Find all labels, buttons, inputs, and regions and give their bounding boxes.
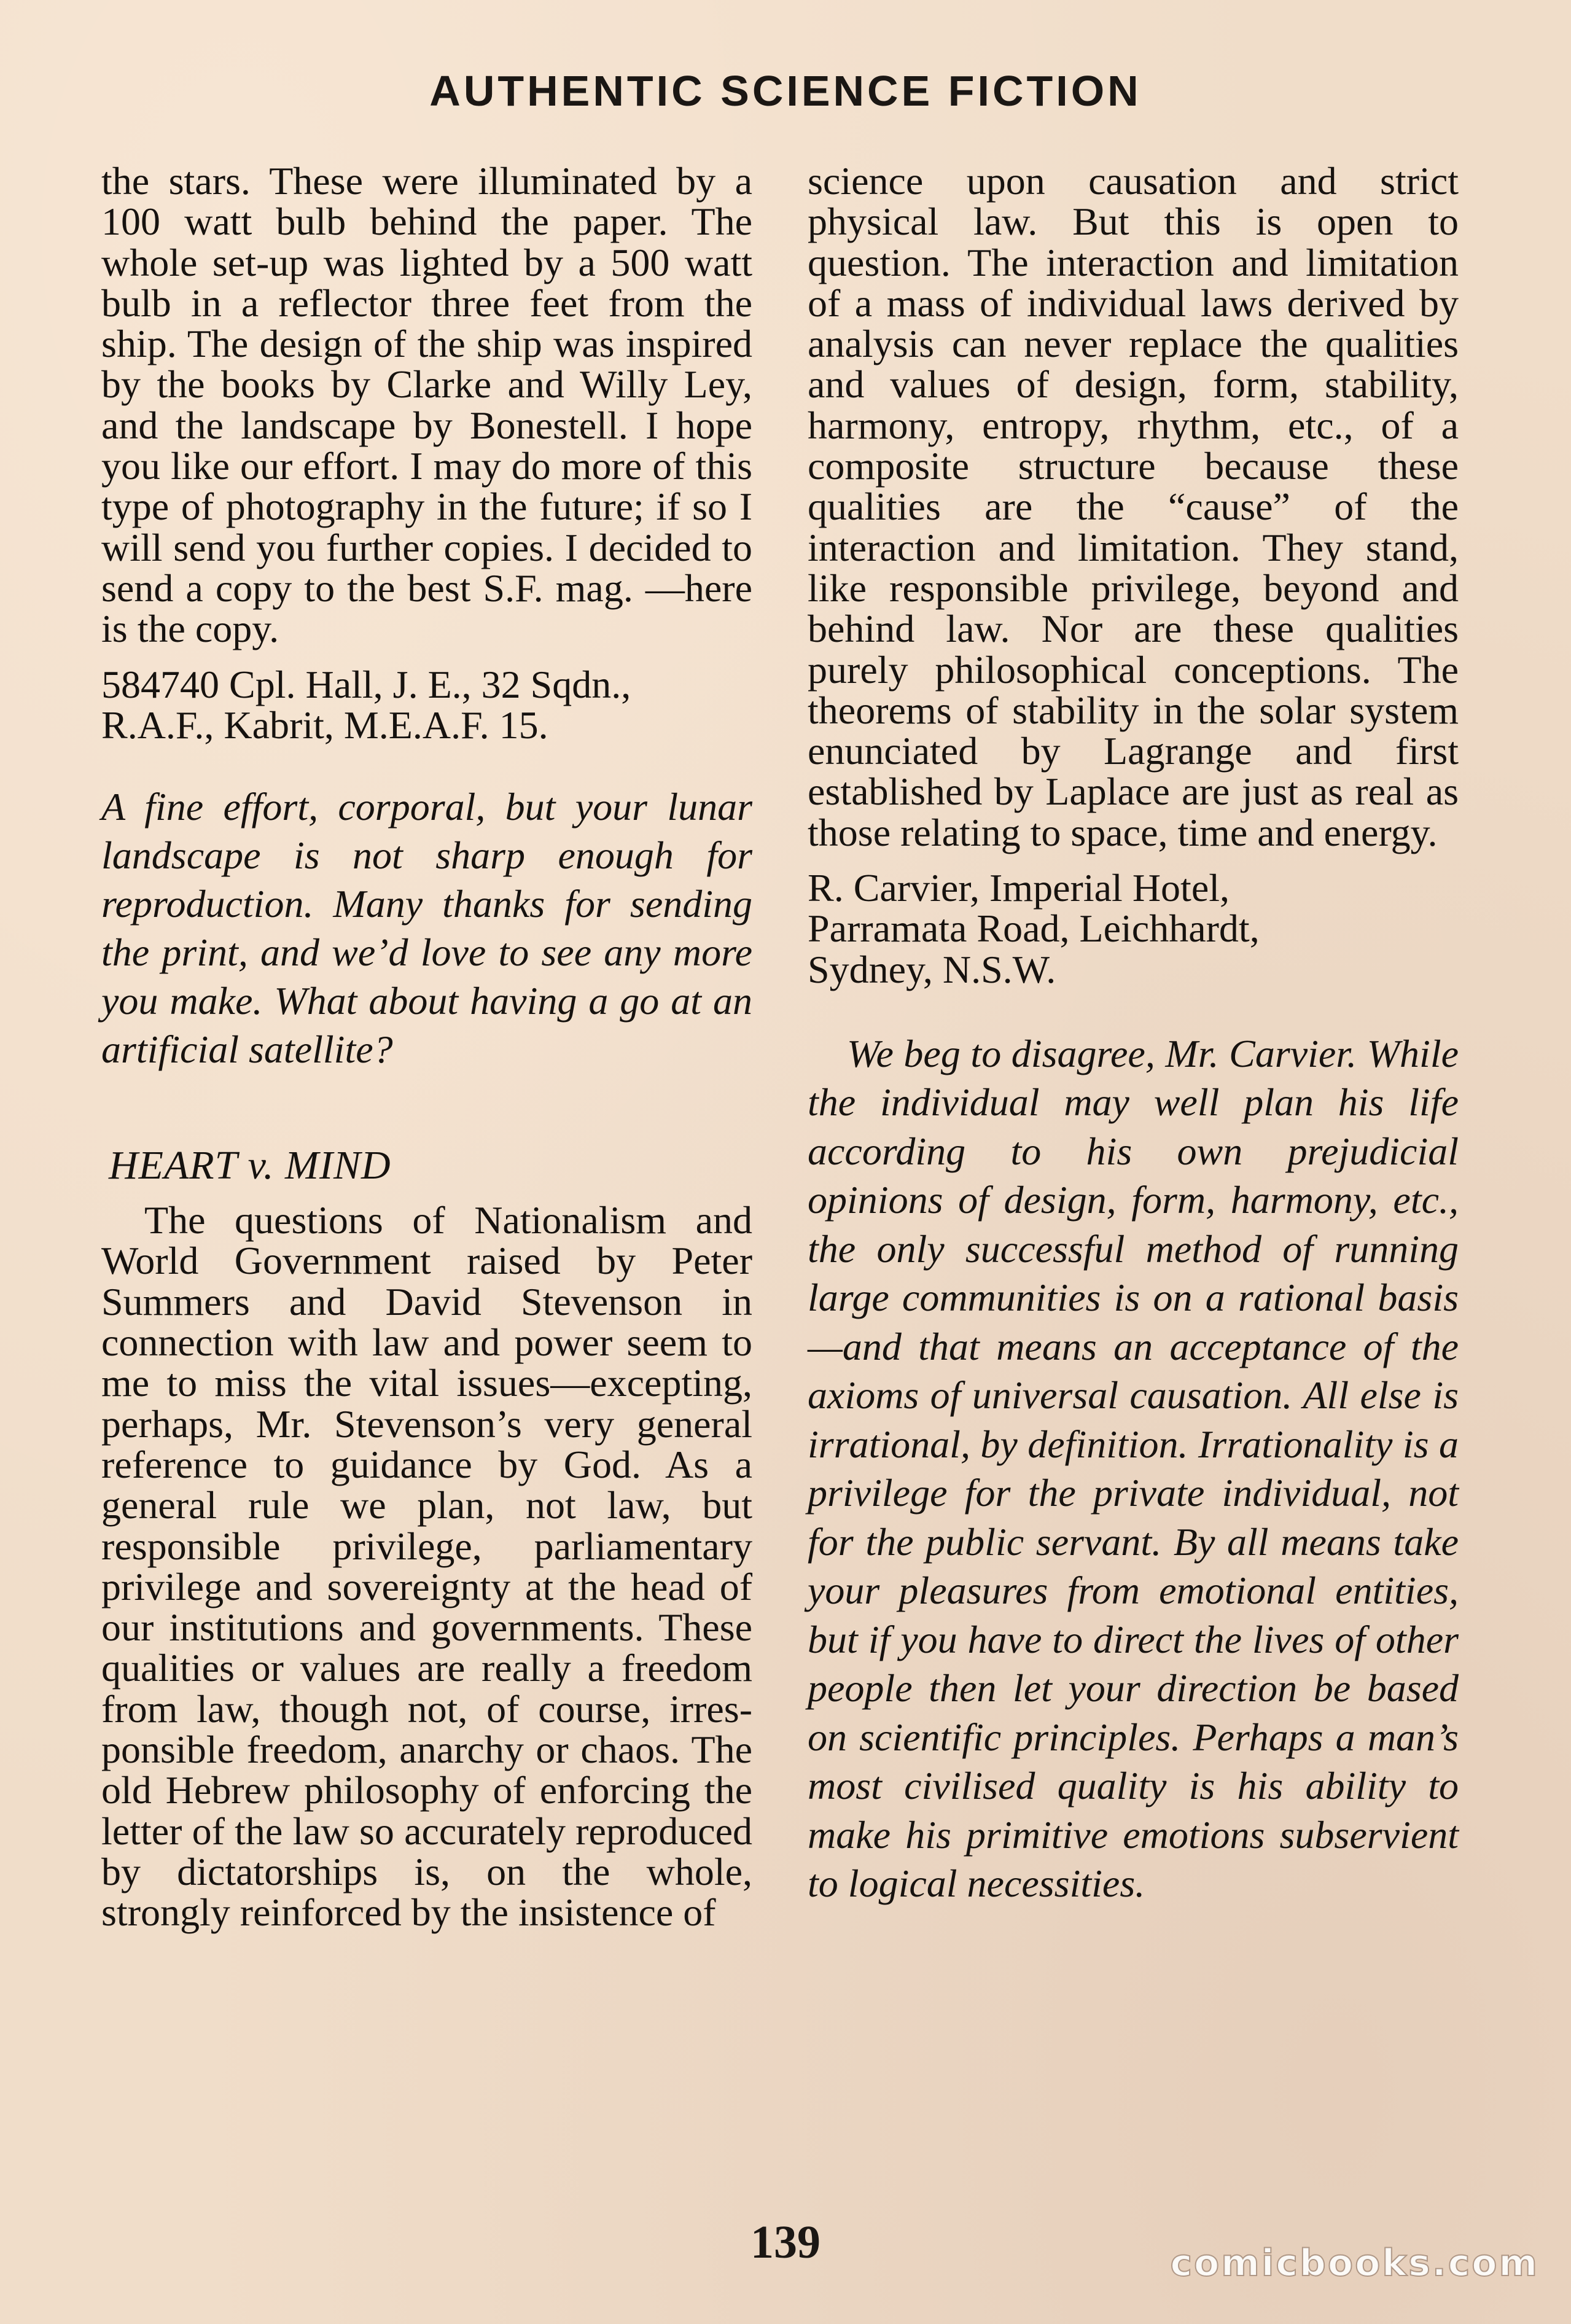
- signature-line: Parramata Road, Leichhardt,: [808, 907, 1260, 951]
- letter-signature: [101, 662, 752, 747]
- signature-line: R. Carvier, Imperial Hotel,: [808, 866, 1230, 910]
- site-watermark: comicbooks.com: [1170, 2242, 1539, 2285]
- page-number: 139: [750, 2217, 821, 2268]
- editor-reply: A fine effort, corporal, but your lunar landscape is not sharp enough for reproduction. Many thanks for sending the print, and we’d love to see any more you make. What about having a go at an artificial satellite?: [101, 785, 752, 1072]
- signature-line: Sydney, N.S.W.: [808, 947, 1056, 991]
- left-column: [101, 161, 752, 1933]
- editor-reply: We beg to disagree, Mr. Carvier. While the individual may well plan his life according to his own prejudicial opinions of design, form, harmony, etc., the only successful method of running large communities is on a rational basis—and that means an acceptance of the axioms of universal causation. All else is irrational, by definition. Irrationality is a privilege for the private individual, not for the public servant. By all means take your pleasures from emotional entities, but if you have to direct the lives of other people then let your direction be based on scientific principles. Perhaps a man’s most civilised quality is his ability to make his primitive emotions subservient to logical necessities.: [808, 1031, 1459, 1906]
- letter-signature: [808, 868, 1459, 990]
- letter-continuation-paragraph: science upon causation and strict physical law. But this is open to question. The interaction and limitation of a mass of individual laws derived by analysis can never replace the qualities and values of design, form, stability, harmony, entropy, rhythm, etc., of a composite structure because these qualities are the “cause” of the interaction and limitation. They stand, like responsible privilege, beyond and behind law. Nor are these qualities purely philosophical conceptions. The theorems of stability in the solar system enunciated by Lagrange and first established by Laplace are just as real as those relating to space, time and energy.: [808, 159, 1459, 854]
- letter-body-paragraph: The questions of Nationalism and World Government raised by Peter Summers and David Stevenson in connection with law and power seem to me to miss the vital issues—excepting, perhaps, Mr. Stevenson’s very general reference to guidance by God. As a general rule we plan, not law, but responsible privilege, parliamentary privilege and sovereignty at the head of our institutions and governments. These qualities or values are really a freedom from law, though not, of course, irresponsible freedom, anarchy or chaos. The old Hebrew philosophy of enforcing the letter of the law so accurately reproduced by dictatorships is, on the whole, strongly reinforced by the insistence of: [101, 1198, 752, 1935]
- signature-line: R.A.F., Kabrit, M.E.A.F. 15.: [101, 703, 548, 747]
- right-column: [808, 161, 1459, 1908]
- letter-ending-paragraph: the stars. These were illuminated by a 100 watt bulb behind the paper. The whole set-up was lighted by a 500 watt bulb in a reflector three feet from the ship. The design of the ship was inspired by the books by Clarke and Willy Ley, and the landscape by Bonestell. I hope you like our effort. I may do more of this type of photography in the future; if so I will send you further copies. I decided to send a copy to the best S.F. mag. —here is the copy.: [101, 159, 752, 651]
- running-head: AUTHENTIC SCIENCE FICTION: [429, 67, 1142, 115]
- signature-line: 584740 Cpl. Hall, J. E., 32 Sqdn.,: [101, 662, 631, 706]
- section-heading: HEART v. MIND: [109, 1143, 391, 1188]
